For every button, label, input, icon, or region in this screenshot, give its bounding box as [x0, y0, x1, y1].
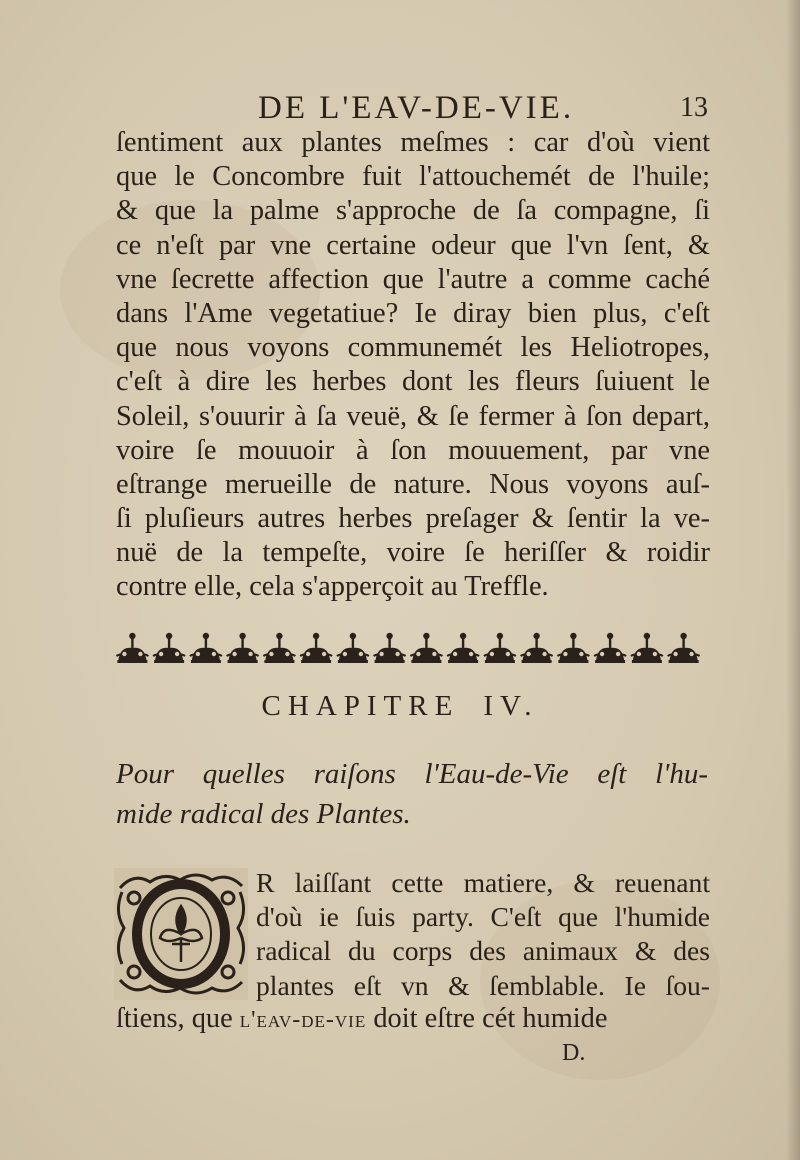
fleuron-icon — [557, 633, 589, 663]
text-line: plantes eſt vn & ſemblable. Ie ſou- — [256, 969, 710, 1001]
fleuron-icon — [190, 633, 222, 663]
subtitle-line: mide radical des Plantes. — [116, 798, 411, 830]
running-head: DE L'EAV-DE-VIE. — [258, 90, 575, 126]
chapter-number: IV. — [483, 690, 539, 722]
page-edge-shadow — [786, 0, 800, 1160]
text-line: ſentiment aux plantes meſmes : car d'où vient — [116, 127, 710, 158]
fleuron-icon — [668, 633, 700, 663]
signature-mark: D. — [562, 1040, 586, 1066]
fleuron-icon — [594, 633, 626, 663]
fleuron-icon — [263, 633, 295, 663]
fleuron-icon — [116, 633, 148, 663]
page-number: 13 — [680, 92, 708, 123]
text-line: contre elle, cela s'apperçoit au Treffle. — [116, 571, 549, 603]
text-line: que nous voyons communemét les Heliotropes, — [116, 332, 710, 364]
text-line — [116, 1002, 710, 1036]
fleuron-icon — [484, 633, 516, 663]
text-segment: doit eſtre cét humide — [366, 1003, 608, 1034]
text-line: que le Concombre fuit l'attouchemét de l'huile; — [116, 161, 710, 193]
text-line: Soleil, s'ouurir à ſa veuë, & ſe fermer à ſon depart, — [116, 400, 710, 432]
fleuron-icon — [300, 633, 332, 663]
text-line: dans l'Ame vegetatiue? Ie diray bien plus, c'eſt — [116, 297, 710, 329]
fleuron-row-icon — [114, 630, 702, 666]
text-line: voire ſe mouuoir à ſon mouuement, par vne — [116, 434, 710, 466]
text-segment: ſtiens, que — [116, 1003, 240, 1034]
chapter-subtitle — [116, 754, 708, 834]
text-line: c'eſt à dire les herbes dont les fleurs ſuiuent le — [116, 366, 710, 398]
fleuron-icon — [631, 633, 663, 663]
text-line: eſtrange merueille de nature. Nous voyons auſ- — [116, 468, 710, 500]
text-line: R laiſſant cette matiere, & reuenant — [256, 867, 710, 898]
subtitle-line: Pour quelles raiſons l'Eau-de-Vie eſt l'hu- — [116, 758, 708, 790]
text-line: ce n'eſt par vne certaine odeur que l'vn ſent, & — [116, 229, 710, 261]
fleuron-icon — [153, 633, 185, 663]
body-text — [116, 126, 710, 605]
paragraph-text — [256, 866, 710, 1003]
text-line: d'où ie ſuis party. C'eſt que l'humide — [256, 901, 710, 933]
fleuron-icon — [521, 633, 553, 663]
fleuron-icon — [337, 633, 369, 663]
fleuron-icon — [374, 633, 406, 663]
text-line: & que la palme s'approche de ſa compagne, ſi — [116, 195, 710, 227]
smallcaps-title: l'eav-de-vie — [239, 1007, 367, 1033]
chapter-label: CHAPITRE — [261, 690, 460, 722]
text-line: ſi pluſieurs autres herbes preſager & ſentir la ve- — [116, 503, 710, 535]
fleuron-icon — [410, 633, 442, 663]
fleuron-icon — [447, 633, 479, 663]
paragraph-text-continued — [116, 1002, 710, 1036]
text-line: nuë de la tempeſte, voire ſe heriſſer & roidir — [116, 537, 710, 569]
text-line: radical du corps des animaux & des — [256, 935, 710, 967]
text-line: vne ſecrette affection que l'autre a comme caché — [116, 263, 710, 295]
chapter-heading — [0, 690, 800, 723]
dropcap-ornament — [114, 868, 248, 1000]
fleuron-icon — [227, 633, 259, 663]
